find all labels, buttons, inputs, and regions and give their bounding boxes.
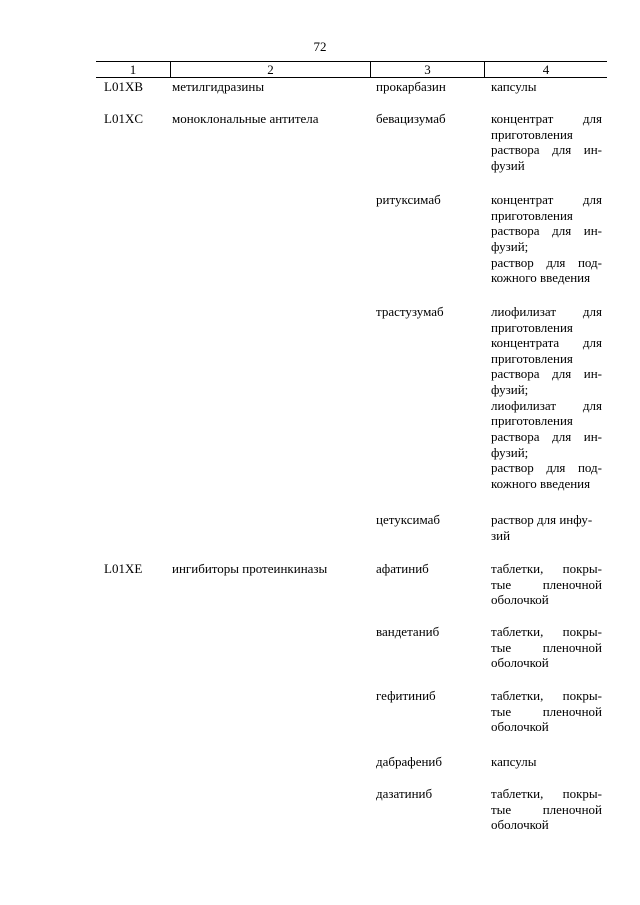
drug-cell: вандетаниб (376, 624, 440, 639)
header-col-3: 3 (424, 62, 431, 77)
form-line: приготовления (491, 208, 573, 223)
form-line: приготовления (491, 351, 573, 366)
form-line: кожного введения (491, 270, 591, 285)
form-line: приготовления (491, 127, 573, 142)
form-line: оболочкой (491, 655, 549, 670)
drug-cell: трастузумаб (376, 304, 444, 319)
drug-cell: дабрафениб (376, 754, 442, 769)
form-line: раствора для ин- (491, 366, 602, 381)
form-line: оболочкой (491, 817, 549, 832)
form-line: тые пленочной (491, 640, 602, 655)
form-line: раствора для ин- (491, 429, 602, 444)
form-line: таблетки, покры- (491, 786, 602, 801)
form-line: концентрата для (491, 335, 602, 350)
code-cell: L01XE (104, 561, 143, 576)
form-line: тые пленочной (491, 704, 602, 719)
drug-cell: гефитиниб (376, 688, 436, 703)
header-col-1: 1 (129, 62, 137, 77)
group-cell: метилгидразины (172, 79, 265, 94)
form-line: фузий (491, 158, 525, 173)
drug-cell: бевацизумаб (376, 111, 446, 126)
table-header (96, 61, 607, 78)
form-line: тые пленочной (491, 577, 602, 592)
form-line: капсулы (491, 79, 537, 94)
form-line: раствор для под- (491, 460, 602, 475)
form-line: приготовления (491, 413, 573, 428)
form-line: приготовления (491, 320, 573, 335)
form-line: фузий; (491, 239, 529, 254)
code-cell: L01XB (104, 79, 143, 94)
form-line: капсулы (491, 754, 537, 769)
group-cell: ингибиторы протеинкиназы (172, 561, 328, 576)
group-cell: моноклональные антитела (172, 111, 319, 126)
form-line: зий (491, 528, 511, 543)
header-col-2: 2 (267, 62, 274, 77)
form-line: раствора для ин- (491, 223, 602, 238)
drug-cell: дазатиниб (376, 786, 433, 801)
form-line: концентрат для (491, 192, 602, 207)
drug-cell: ритуксимаб (376, 192, 441, 207)
form-line: кожного введения (491, 476, 591, 491)
form-line: лиофилизат для (491, 304, 602, 319)
form-line: лиофилизат для (491, 398, 602, 413)
form-line: раствор для под- (491, 255, 602, 270)
code-cell: L01XC (104, 111, 143, 126)
page-number: 72 (313, 39, 327, 54)
drug-cell: прокарбазин (376, 79, 446, 94)
form-line: фузий; (491, 382, 529, 397)
form-line: фузий; (491, 445, 529, 460)
drug-cell: цетуксимаб (376, 512, 440, 527)
form-line: таблетки, покры- (491, 688, 602, 703)
form-line: оболочкой (491, 719, 549, 734)
form-line: оболочкой (491, 592, 549, 607)
form-line: раствор для инфу- (491, 512, 593, 527)
drug-cell: афатиниб (376, 561, 429, 576)
form-line: раствора для ин- (491, 142, 602, 157)
form-line: тые пленочной (491, 802, 602, 817)
form-line: таблетки, покры- (491, 561, 602, 576)
form-line: таблетки, покры- (491, 624, 602, 639)
form-line: концентрат для (491, 111, 602, 126)
header-col-4: 4 (542, 62, 550, 77)
